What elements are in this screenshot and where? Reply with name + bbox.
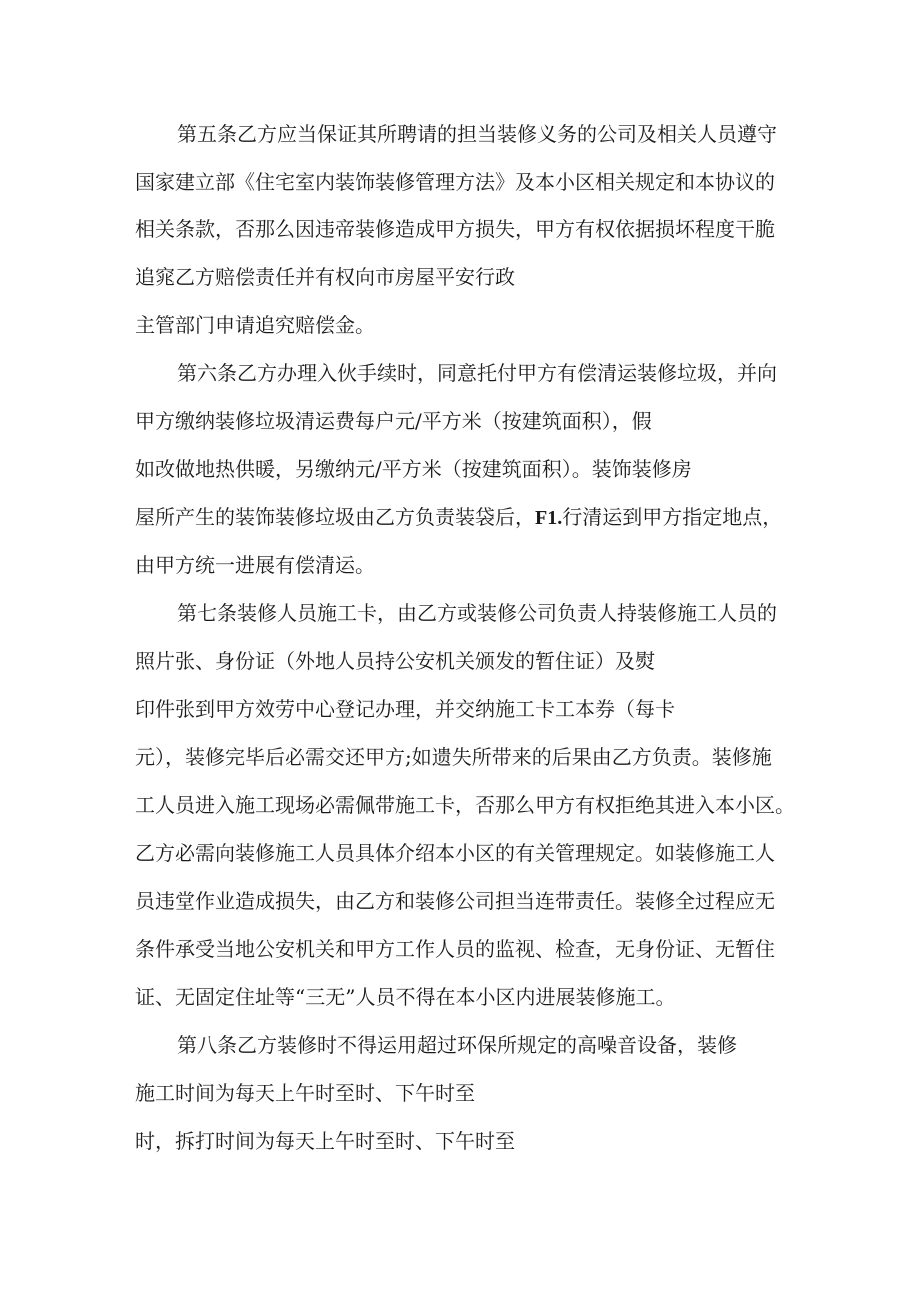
article-7-line-2: 照片张、身份证（外地人员持公安机关颁发的暂住证）及熨 [135,649,655,673]
article-6-line-4 [135,501,782,533]
article-6-line-5: 由甲方统一进展有偿清运。 [135,553,375,577]
article-7-line-7: 员违堂作业造成损失，由乙方和装修公司担当连带责任。装修全过程应无 [135,889,775,913]
article-7-line-4: 元），装修完毕后必需交还甲方;如遗失所带来的后果由乙方负责。装修施 [135,745,772,769]
article-5-line-5: 主管部门申请追究赔偿金。 [135,313,375,337]
article-8-line-2: 施工时间为每天上午时至时、下午时至 [135,1081,475,1105]
article-5-line-4: 追窕乙方赔偿责任并有权向市房屋平安行政 [135,265,515,289]
article-7-line-1: 第七条装修人员施工卡，由乙方或装修公司负责人持装修施工人员的 [177,601,777,625]
article-8-line-1: 第八条乙方装修时不得运用超过环保所规定的高噪音设备，装修 [177,1033,737,1057]
article-7-line-8: 条件承受当地公安机关和甲方工作人员的监视、检查，无身份证、无暂住 [135,937,775,961]
article-7-line-3: 印件张到甲方效劳中心登记办理，并交纳施工卡工本券（每卡 [135,697,675,721]
article-6-line-4-part-1: 屋所产生的装饰装修垃圾由乙方负责装袋后， [135,505,535,529]
article-6-line-1: 第六条乙方办理入伙手续时，同意托付甲方有偿清运装修垃圾，并向 [177,361,777,385]
article-5-line-3: 相关条款，否那么因违帝装修造成甲方损失，甲方有权依据损坏程度干脆 [135,217,775,241]
article-6-line-4-marker: F1. [535,507,563,529]
article-6-line-4-part-2: 行清运到甲方指定地点， [562,505,783,529]
article-5-line-2: 国家建立部《住宅室内装饰装修管理方法》及本小区相关规定和本协议的 [135,170,775,194]
article-8-line-3: 时，拆打时间为每天上午时至时、下午时至 [135,1129,515,1153]
article-7-line-5: 工人员进入施工现场必需佩带施工卡，否那么甲方有权拒绝其进入本小区。 [135,793,795,817]
article-6-line-2: 甲方缴纳装修垃圾清运费每户元/平方米（按建筑面积），假 [135,409,652,433]
article-7-line-9: 证、无固定住址等“三无”人员不得在本小区内进展装修施工。 [135,985,676,1009]
article-5-line-1: 第五条乙方应当保证其所聘请的担当装修义务的公司及相关人员遵守 [177,122,777,146]
article-6-line-3: 如改做地热供暖，另缴纳元/平方米（按建筑面积）。装饰装修房 [135,457,692,481]
article-7-line-6: 乙方必需向装修施工人员具体介绍本小区的有关管理规定。如装修施工人 [135,841,775,865]
